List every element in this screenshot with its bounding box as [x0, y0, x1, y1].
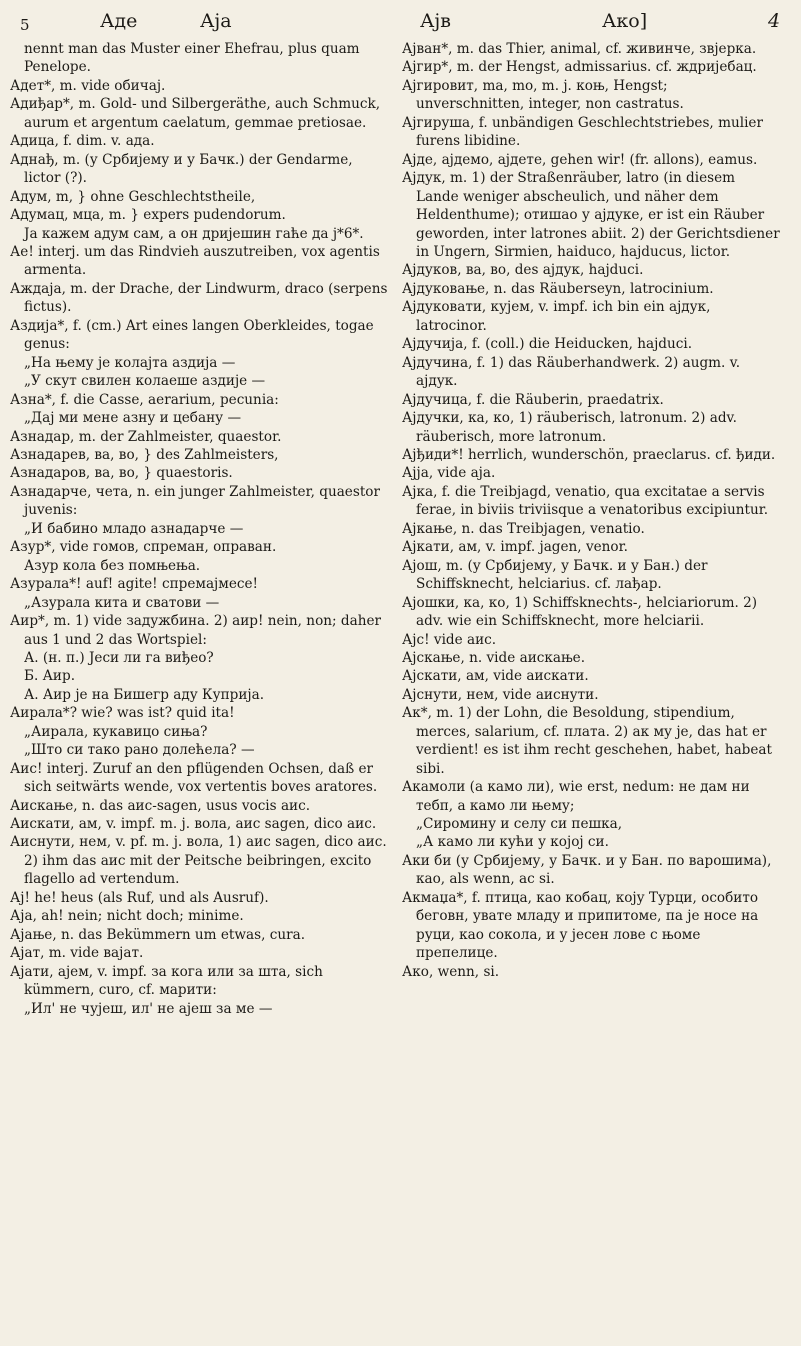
- dictionary-entry: Аир*, m. 1) vide задужбина. 2) аир! nein, non; daher aus 1 und 2 das Wortspiel:: [10, 613, 382, 648]
- dictionary-entry: Аискати, ам, v. impf. m. j. вола, аис sagen, dico аис.: [10, 816, 377, 833]
- page-number-left: 5: [20, 16, 30, 34]
- dictionary-entry: Ајкање, n. das Treibjagen, venatio.: [402, 520, 645, 537]
- dictionary-entry: Ако, wenn, si.: [402, 963, 500, 980]
- dictionary-entry: Адумац, мца, m. } expers pudendorum.: [10, 207, 286, 224]
- dictionary-entry: Ајошки, ка, ко, 1) Schiffsknechts-, helciariorum. 2) adv. wie ein Schiffsknecht, more helciarii.: [402, 594, 758, 630]
- dictionary-entry: Ајка, f. die Treibjagd, venatio, qua excitatae a servis ferae, in biviis triviisque a venatoribus excipiuntur.: [402, 483, 769, 519]
- dictionary-entry: Ајгир*, m. der Hengst, admissarius. cf. ждријебац.: [402, 59, 757, 76]
- example-line: „Сиромину и селу си пешка,: [416, 816, 623, 833]
- dictionary-entry: Азна*, f. die Casse, aerarium, pecunia:: [10, 391, 279, 408]
- right-column: [402, 40, 780, 1018]
- dictionary-entry: Аја, ah! nein; nicht doch; minime.: [10, 908, 244, 925]
- dictionary-entry: Азнадарев, ва, во, } des Zahlmeisters,: [10, 446, 279, 463]
- dictionary-entry: Ајдучица, f. die Räuberin, praedatrix.: [402, 391, 664, 408]
- example-line: Ја кажем адум сам, а он дријешин гаће да ј*6*.: [24, 225, 364, 242]
- example-line: „Ил' не чујеш, ил' не ајеш за ме —: [24, 1000, 273, 1017]
- example-line: „Дај ми мене азну и цебану —: [24, 410, 242, 427]
- dictionary-entry: Азнадарче, чета, n. ein junger Zahlmeister, quaestor juvenis:: [10, 483, 380, 519]
- dictionary-entry: Адет*, m. vide обичај.: [10, 77, 166, 94]
- dictionary-entry: Адум, m, } ohne Geschlechtstheile,: [10, 188, 256, 205]
- left-column: [10, 40, 388, 1018]
- guide-word-left-2: Аја: [200, 10, 232, 32]
- dictionary-entry: Ајдучки, ка, ко, 1) räuberisch, latronum. 2) adv. räuberisch, more latronum.: [402, 410, 737, 445]
- example-line: „На њему је колајта аздија —: [24, 354, 236, 371]
- dictionary-entry: Азнадар, m. der Zahlmeister, quaestor.: [10, 428, 282, 445]
- dictionary-entry: Адица, f. dim. v. ада.: [10, 133, 155, 150]
- dictionary-entry: Ајдуковање, n. das Räuberseyn, latrocinium.: [402, 280, 714, 297]
- dictionary-entry: Ајскати, ам, vide аискати.: [402, 668, 589, 685]
- dictionary-entry: Ајгировит, ma, mo, m. j. коњ, Hengst; unverschnitten, integer, non castratus.: [402, 77, 684, 113]
- dictionary-entry: nennt man das Muster einer Ehefrau, plus quam Penelope.: [24, 41, 360, 76]
- dictionary-entry: Адиђар*, m. Gold- und Silbergeräthe, auch Schmuck, aurum et argentum caelatum, gemmae pretiosae.: [10, 96, 381, 131]
- dictionary-entry: Аиснути, нем, v. pf. m. j. вола, 1) аис sagen, dico аис. 2) ihm das аис mit der Peitsche beibringen, excito flagello ad vertendum.: [10, 834, 387, 888]
- dictionary-entry: Ајдуков, ва, во, des ајдук, hajduci.: [402, 262, 644, 279]
- dictionary-entry: Аздија*, f. (сm.) Art eines langen Oberkleides, togae genus:: [10, 317, 374, 353]
- dictionary-entry: Ајање, n. das Bekümmern um etwas, cura.: [10, 926, 306, 943]
- example-line: „У скут свилен колаеше аздије —: [24, 373, 266, 390]
- example-line: А. Аир је на Бишегр аду Куприја.: [24, 686, 265, 703]
- guide-word-right-1: Ајв: [420, 10, 451, 32]
- dictionary-entry: Ајдук, m. 1) der Straßenräuber, latro (in diesem Lande weniger abscheulich, und näher dem Heldenthume); отишао у ајдуке, er ist ein Räuber geworden, inter latrones abiit. 2) der Gerichtsdiener in Ungern, Sirmien, haiduco, hajducus, lictor.: [402, 170, 780, 260]
- dictionary-entry: Ајкати, ам, v. impf. jagen, venor.: [402, 539, 628, 556]
- dictionary-entry: Ајја, vide аја.: [402, 465, 496, 482]
- dictionary-entry: Акамоли (а камо ли), wie erst, nedum: не дам ни тебп, а камо ли њему;: [402, 779, 750, 814]
- example-line: „А камо ли кући у којој си.: [416, 834, 609, 851]
- dictionary-entry: Ајат, m. vide вајат.: [10, 945, 144, 962]
- dictionary-entry: Ак*, m. 1) der Lohn, die Besoldung, stipendium, merces, salarium, cf. плата. 2) ак му је, das hat er verdient! es ist ihm recht geschehen, habet, habeat sibi.: [402, 705, 772, 777]
- dictionary-entry: Ајс! vide аис.: [402, 631, 497, 648]
- example-line: „Што си тако рано долећела? —: [24, 742, 255, 759]
- dictionary-entry: Аискање, n. das аис-sagen, usus vocis аис.: [10, 797, 311, 814]
- example-line: Азур кола без помњења.: [24, 557, 201, 574]
- dictionary-entry: Ајдучина, f. 1) das Räuberhandwerk. 2) augm. v. ајдук.: [402, 354, 741, 390]
- dictionary-entry: Ајати, ајем, v. impf. за кога или за шта, sich kümmern, curo, cf. марити:: [10, 963, 323, 999]
- dictionary-entry: Ајдучија, f. (coll.) die Heiducken, hajduci.: [402, 336, 693, 353]
- dictionary-entry: Ајде, ајдемо, ајдете, gehen wir! (fr. allons), eamus.: [402, 151, 758, 168]
- dictionary-entry: Азурала*! auf! agite! спремајмесе!: [10, 576, 259, 593]
- example-line: „Аирала, кукавицо сињa?: [24, 723, 208, 740]
- dictionary-entry: Ае! interj. um das Rindvieh auszutreiben, vox agentis armenta.: [10, 243, 380, 279]
- example-line: „Азурала кита и сватови —: [24, 594, 220, 611]
- running-header: [10, 8, 791, 40]
- example-line: Б. Аир.: [24, 668, 76, 685]
- dictionary-entry: Азур*, vide гомов, спреман, оправан.: [10, 539, 277, 556]
- dictionary-entry: Ајван*, m. das Thier, animal, cf. живинче, звјерка.: [402, 41, 757, 57]
- dictionary-entry: Акмаџа*, f. птица, као кобац, коју Турци, особито беговн, увате младу и припитоме, па је носе на руци, као сокола, и у јесен лове с њоме препелице.: [402, 889, 759, 962]
- guide-word-left-1: Аде: [100, 10, 138, 32]
- columns: [10, 40, 791, 1018]
- dictionary-entry: Аирала*? wie? was ist? quid ita!: [10, 705, 235, 722]
- example-line: „И бабино младо азнадарче —: [24, 520, 244, 537]
- dictionary-entry: Аис! interj. Zuruf an den pflügenden Ochsen, daß er sich seitwärts wende, vox vertentis boves aratores.: [10, 760, 378, 796]
- page-number-right: 4: [768, 10, 781, 32]
- dictionary-entry: Аднађ, m. (у Србијему и у Бачк.) der Gendarme, lictor (?).: [10, 151, 353, 187]
- dictionary-entry: Ајснути, нем, vide аиснути.: [402, 686, 599, 703]
- dictionary-entry: Азнадаров, ва, во, } quaestoris.: [10, 465, 233, 482]
- example-line: А. (н. п.) Јеси ли га виђео?: [24, 649, 214, 666]
- dictionary-entry: Аждаја, m. der Drache, der Lindwurm, draco (serpens fictus).: [10, 280, 388, 316]
- dictionary-entry: Ај! he! heus (als Ruf, und als Ausruf).: [10, 889, 269, 906]
- dictionary-entry: Ајош, m. (у Србијему, у Бачк. и у Бан.) der Schiffsknecht, helciarius. cf. лађар.: [402, 557, 708, 593]
- dictionary-entry: Ајскање, n. vide аискање.: [402, 649, 586, 666]
- dictionary-entry: Ајдуковати, кујем, v. impf. ich bin ein ајдук, latrocinor.: [402, 299, 711, 334]
- dictionary-entry: Ајгируша, f. unbändigen Geschlechtstriebes, mulier furens libidine.: [402, 114, 763, 150]
- dictionary-entry: Ајђиди*! herrlich, wunderschön, praeclarus. cf. ђиди.: [402, 446, 776, 463]
- guide-word-right-2: Ако]: [602, 10, 648, 32]
- dictionary-entry: Аки би (у Србијему, у Бачк. и у Бан. по варошима), као, als wenn, ac si.: [402, 852, 772, 888]
